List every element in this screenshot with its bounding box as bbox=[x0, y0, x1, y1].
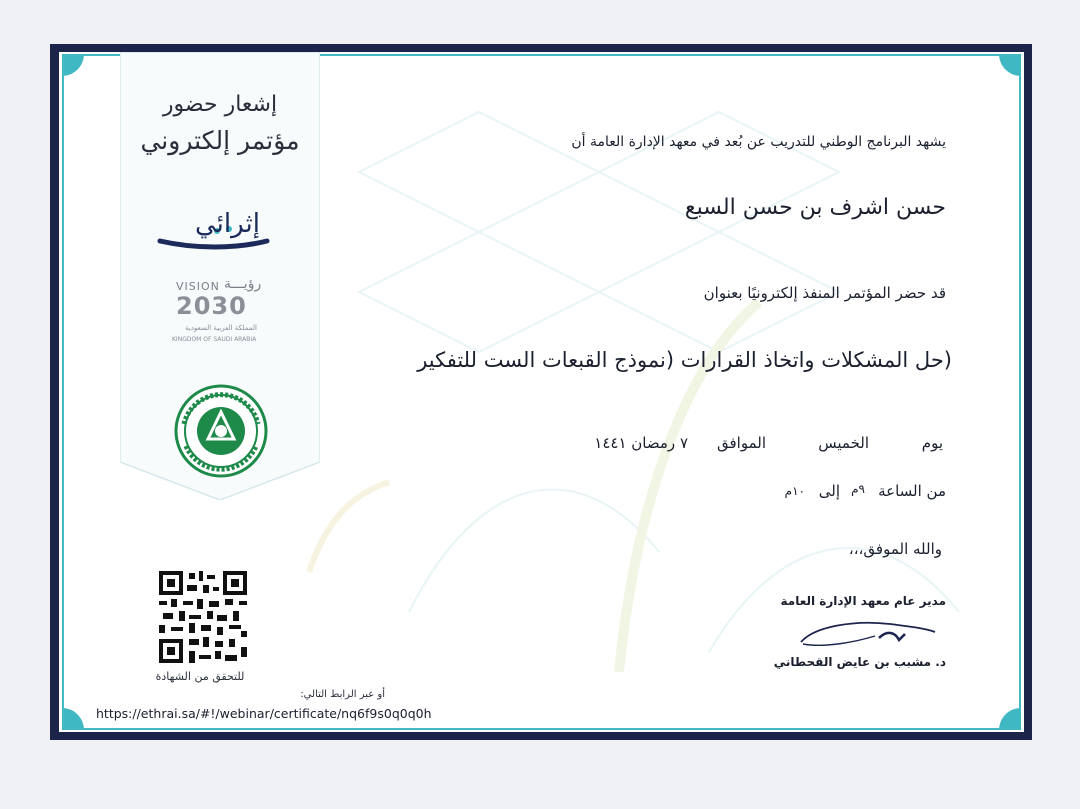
vision-word-ar: رؤيـــة bbox=[224, 276, 262, 292]
signatory-title: مدير عام معهد الإدارة العامة bbox=[780, 594, 946, 608]
day-value: الخميس bbox=[818, 434, 869, 452]
certificate-intro: يشهد البرنامج الوطني للتدريب عن بُعد في معهد الإدارة العامة أن bbox=[571, 134, 946, 150]
side-title-line2: مؤتمر إلكتروني bbox=[140, 126, 300, 155]
vision-country-en: KINGDOM OF SAUDI ARABIA bbox=[172, 336, 257, 343]
institute-seal bbox=[174, 384, 268, 482]
side-title-line1: إشعار حضور bbox=[162, 92, 278, 117]
signatory-name: د. مشبب بن عايض القحطاني bbox=[773, 655, 946, 669]
corner-ornament-top-left bbox=[62, 54, 88, 80]
corresponding-label: الموافق bbox=[716, 434, 766, 452]
corner-ornament-bottom-left bbox=[62, 704, 88, 730]
vision-year: 2030 bbox=[176, 292, 247, 320]
link-caption: أو عبر الرابط التالي: bbox=[300, 689, 385, 700]
verify-link[interactable]: https://ethrai.sa/#!/webinar/certificate/nq6f9s0q0q0h bbox=[96, 706, 432, 721]
corner-ornament-top-right bbox=[995, 54, 1021, 80]
time-from-value: ٩م bbox=[851, 482, 865, 496]
ithraa-logo-text: إثرائي bbox=[195, 209, 260, 239]
vision-word-en: VISION bbox=[176, 280, 220, 293]
closing-text: والله الموفق،،، bbox=[848, 540, 942, 558]
time-to-value: ١٠م bbox=[784, 484, 805, 498]
attended-text: قد حضر المؤتمر المنفذ إلكترونيًا بعنوان bbox=[703, 284, 946, 302]
corner-ornament-bottom-right bbox=[995, 704, 1021, 730]
signature-image bbox=[795, 618, 940, 658]
day-label: يوم bbox=[921, 434, 943, 452]
ithraa-logo bbox=[155, 205, 285, 259]
date-value: ٧ رمضان ١٤٤١ bbox=[594, 434, 688, 452]
time-from-label: من الساعة bbox=[878, 482, 946, 500]
time-to-label: إلى bbox=[818, 482, 840, 500]
qr-caption: للتحقق من الشهادة bbox=[155, 670, 245, 683]
verification-qr-code[interactable] bbox=[159, 571, 247, 663]
vision-country-ar: المملكة العربية السعودية bbox=[185, 324, 257, 332]
recipient-name: حسن اشرف بن حسن السبع bbox=[684, 195, 946, 220]
conference-title: (حل المشكلات واتخاذ القرارات (نموذج القبعات الست للتفكير bbox=[417, 348, 952, 372]
